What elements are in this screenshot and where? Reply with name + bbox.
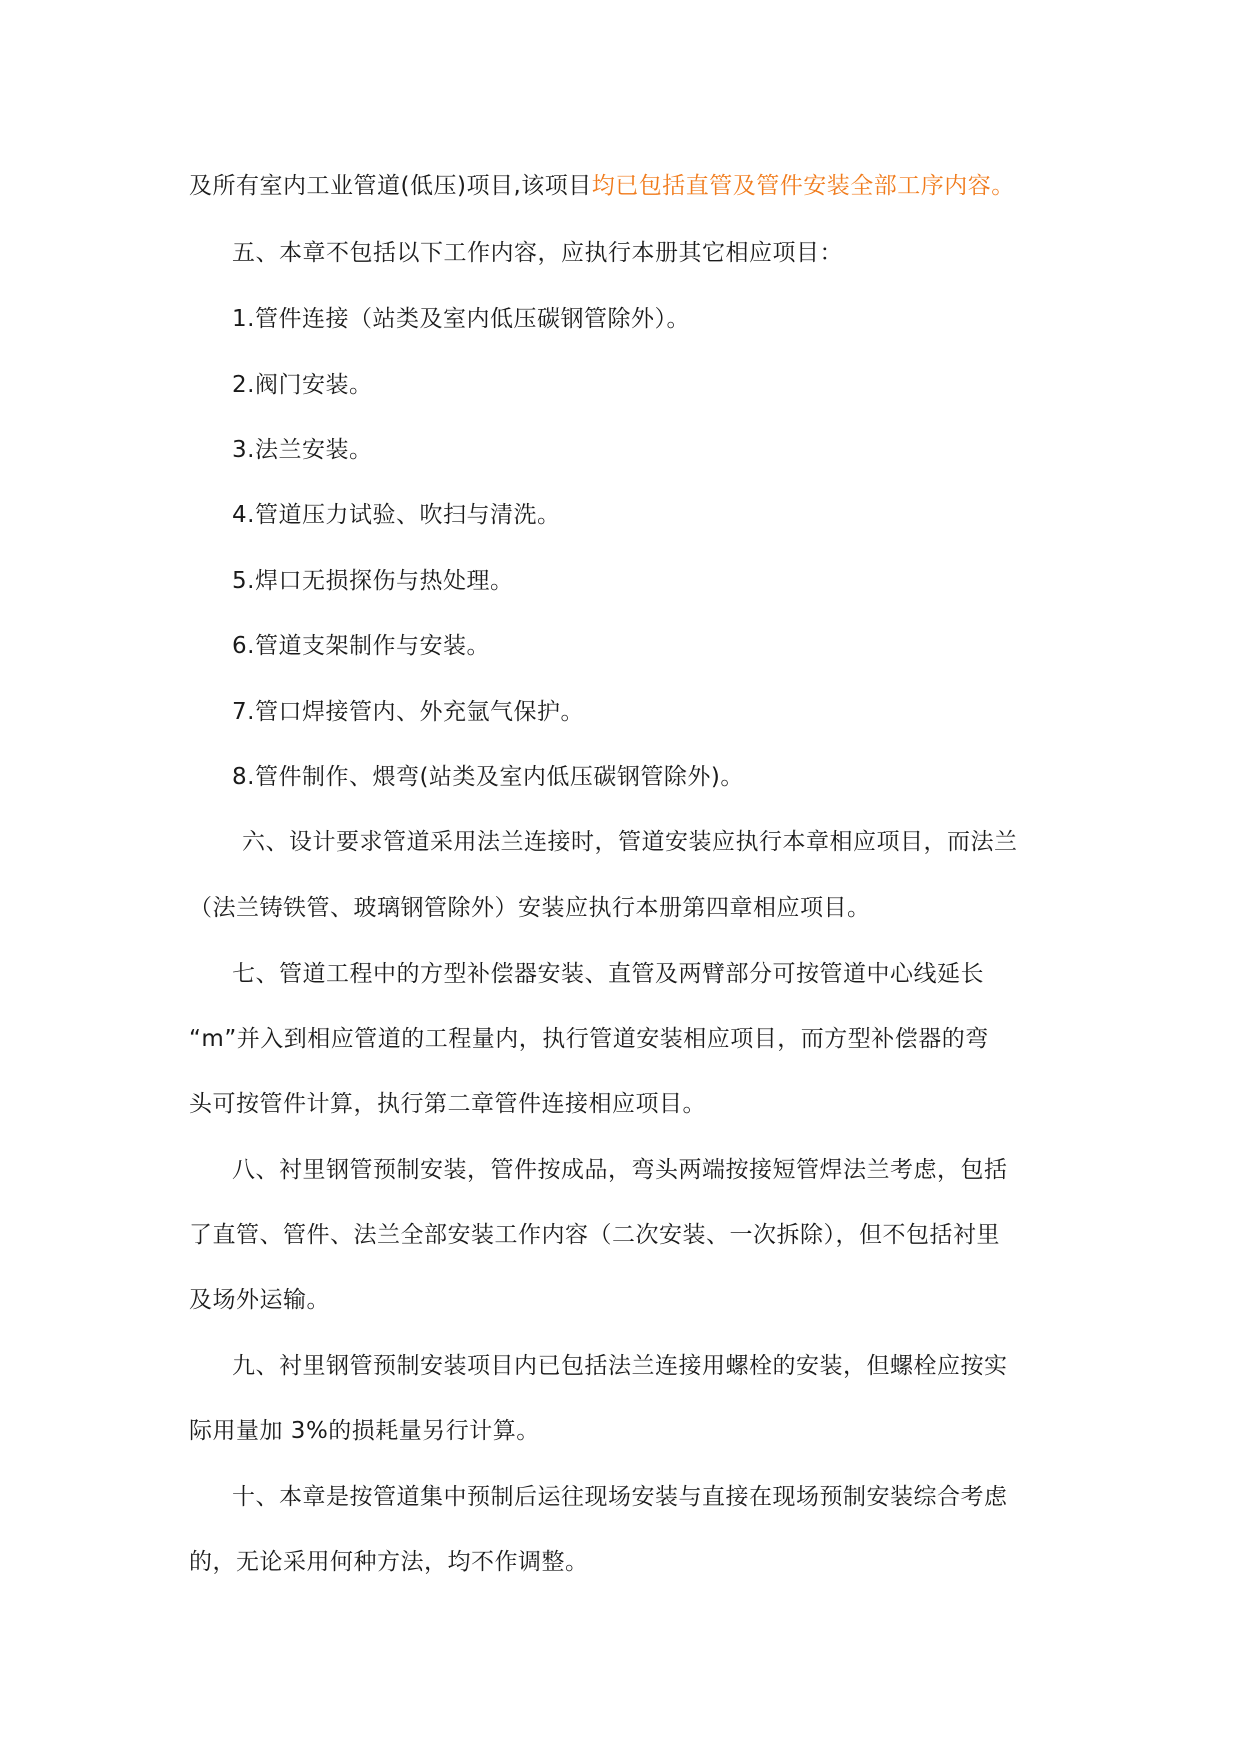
intro-text: 及所有室内工业管道(低压)项目,该项目 xyxy=(189,173,592,199)
section-9-line-2: 际用量加 3%的损耗量另行计算。 xyxy=(189,1418,540,1444)
section-6-line-2: （法兰铸铁管、玻璃钢管除外）安装应执行本册第四章相应项目。 xyxy=(189,895,871,921)
section-9-line-1: 九、衬里钢管预制安装项目内已包括法兰连接用螺栓的安装，但螺栓应按实 xyxy=(232,1353,1008,1379)
section-8-line-3: 及场外运输。 xyxy=(189,1287,330,1313)
intro-highlight-text: 均已包括直管及管件安装全部工序内容。 xyxy=(591,173,1015,199)
section-7-line-2: “m”并入到相应管道的工程量内，执行管道安装相应项目，而方型补偿器的弯 xyxy=(189,1026,989,1052)
section-5-item-3: 3.法兰安装。 xyxy=(232,437,373,463)
section-5-item-1: 1.管件连接（站类及室内低压碳钢管除外）。 xyxy=(232,306,690,332)
section-5-item-2: 2.阀门安装。 xyxy=(232,372,373,398)
section-10-line-2: 的，无论采用何种方法，均不作调整。 xyxy=(189,1549,589,1575)
section-5-item-4: 4.管道压力试验、吹扫与清洗。 xyxy=(232,502,561,528)
section-5-title: 五、本章不包括以下工作内容，应执行本册其它相应项目： xyxy=(232,240,843,266)
section-8-line-1: 八、衬里钢管预制安装，管件按成品，弯头两端按接短管焊法兰考虑，包括 xyxy=(232,1157,1008,1183)
section-7-line-3: 头可按管件计算，执行第二章管件连接相应项目。 xyxy=(189,1091,706,1117)
section-8-line-2: 了直管、管件、法兰全部安装工作内容（二次安装、一次拆除），但不包括衬里 xyxy=(189,1222,1000,1248)
intro-line xyxy=(189,171,1015,201)
section-5-item-7: 7.管口焊接管内、外充氩气保护。 xyxy=(232,699,584,725)
section-5-item-8: 8.管件制作、煨弯(站类及室内低压碳钢管除外)。 xyxy=(232,764,744,790)
section-10-line-1: 十、本章是按管道集中预制后运往现场安装与直接在现场预制安装综合考虑 xyxy=(232,1484,1008,1510)
section-7-line-1: 七、管道工程中的方型补偿器安装、直管及两臂部分可按管道中心线延长 xyxy=(232,961,984,987)
section-5-item-5: 5.焊口无损探伤与热处理。 xyxy=(232,568,514,594)
section-6-line-1: 六、设计要求管道采用法兰连接时，管道安装应执行本章相应项目，而法兰 xyxy=(242,829,1018,855)
section-5-item-6: 6.管道支架制作与安装。 xyxy=(232,633,490,659)
